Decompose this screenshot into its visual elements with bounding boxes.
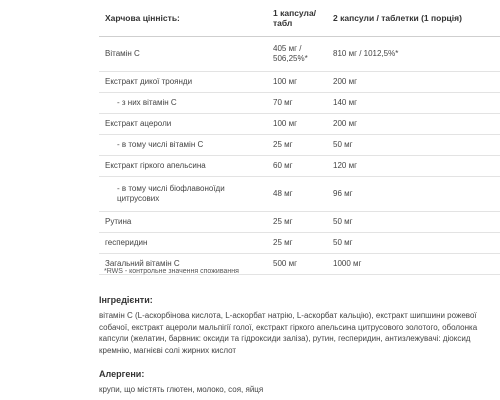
row-value-two: 810 мг / 1012,5%* <box>327 37 500 72</box>
nutrition-table <box>99 0 500 275</box>
row-label: Екстракт дикої троянди <box>99 72 267 93</box>
table-row <box>99 37 500 72</box>
table-row <box>99 135 500 156</box>
row-label: Загальний вітамін С <box>99 254 267 275</box>
row-value-two: 200 мг <box>327 114 500 135</box>
header-nutrition: Харчова цінність: <box>99 0 267 37</box>
row-value-two: 200 мг <box>327 72 500 93</box>
table-row <box>99 212 500 233</box>
table-header-row <box>99 0 500 37</box>
row-label: - в тому числі біофлавоноїди цитрусових <box>99 177 267 212</box>
row-value-one: 25 мг <box>267 135 327 156</box>
row-value-one: 500 мг <box>267 254 327 275</box>
row-label: - в тому числі вітамін С <box>99 135 267 156</box>
row-value-two: 50 мг <box>327 135 500 156</box>
table-row <box>99 156 500 177</box>
row-value-one: 100 мг <box>267 114 327 135</box>
row-value-two: 50 мг <box>327 212 500 233</box>
table-row <box>99 114 500 135</box>
row-value-one: 100 мг <box>267 72 327 93</box>
header-two-capsules: 2 капсули / таблетки (1 порція) <box>327 0 500 37</box>
ingredients-title: Інгредієнти: <box>99 295 153 305</box>
allergens-text: крупи, що містять глютен, молоко, соя, яйця <box>99 385 264 394</box>
row-value-one: 48 мг <box>267 177 327 212</box>
row-value-two: 50 мг <box>327 233 500 254</box>
rws-note: *RWS - контрольне значення споживання <box>104 268 239 275</box>
row-value-one: 25 мг <box>267 212 327 233</box>
table-body <box>99 37 500 275</box>
row-value-one: 405 мг / 506,25%* <box>267 37 327 72</box>
row-label: Екстракт гіркого апельсина <box>99 156 267 177</box>
row-value-one: 25 мг <box>267 233 327 254</box>
header-one-capsule: 1 капсула/ табл <box>267 0 327 37</box>
row-value-two: 140 мг <box>327 93 500 114</box>
row-value-one: 60 мг <box>267 156 327 177</box>
table-row <box>99 233 500 254</box>
row-value-two: 1000 мг <box>327 254 500 275</box>
row-value-one: 70 мг <box>267 93 327 114</box>
row-label: гесперидин <box>99 233 267 254</box>
row-label: Вітамін С <box>99 37 267 72</box>
ingredients-text: вітамін С (L-аскорбінова кислота, L-аскорбат натрію, L-аскорбат кальцію), екстракт шипшини рожевої собачої, екстракт ацероли мальпігії голої, екстракт гіркого апельсина цитрусового золотого, оболонка капсули (желатин, барвник: оксиди та гідроксиди заліза), рутин, гесперидин, антизлежувачі: діоксид кремнію, магнієві солі жирних кислот <box>99 311 478 355</box>
table-row <box>99 72 500 93</box>
table-row <box>99 177 500 212</box>
row-value-two: 96 мг <box>327 177 500 212</box>
row-label: - з них вітамін С <box>99 93 267 114</box>
table-row <box>99 93 500 114</box>
row-label: Рутина <box>99 212 267 233</box>
row-value-two: 120 мг <box>327 156 500 177</box>
allergens-title: Алергени: <box>99 369 145 379</box>
row-label: Екстракт ацероли <box>99 114 267 135</box>
